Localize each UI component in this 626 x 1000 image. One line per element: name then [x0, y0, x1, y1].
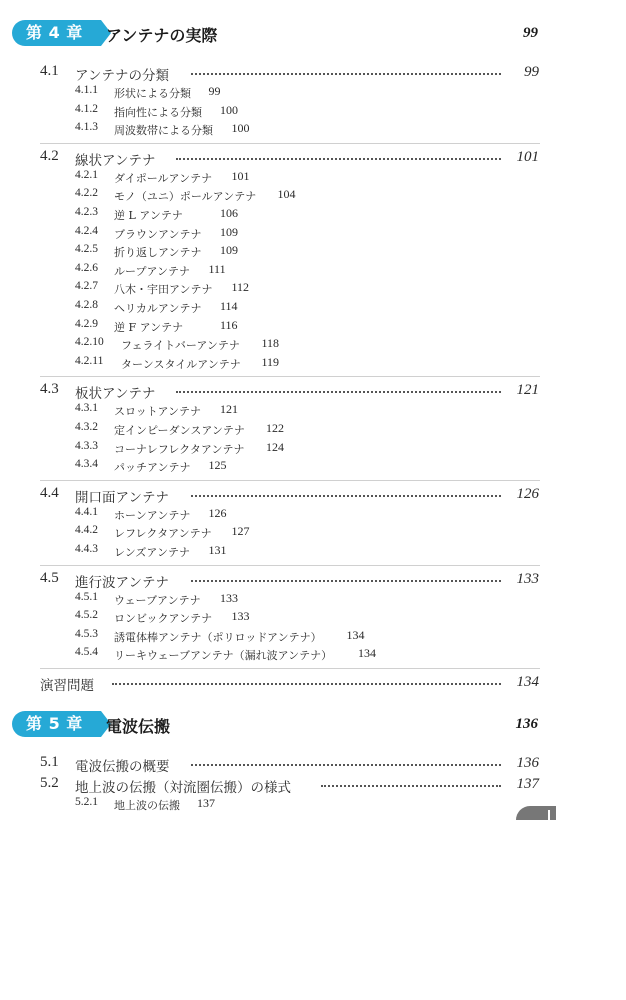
subsection-number: 4.3.3: [75, 439, 98, 452]
section-number: 4.2: [40, 147, 59, 164]
leader-dots: [176, 158, 501, 160]
subsection-number: 4.2.4: [75, 224, 98, 237]
subsection-page: 127: [231, 524, 250, 539]
section-title: 地上波の伝搬（対流圏伝搬）の様式: [75, 780, 291, 796]
subsection-title: レフレクタアンテナ: [114, 527, 212, 541]
section-page: 134: [516, 674, 539, 690]
subsection-page: 125: [208, 458, 227, 473]
subsection-title: 形状による分類: [114, 87, 191, 100]
leader-dots: [191, 764, 502, 766]
chapter-title: アンテナの実際: [106, 26, 218, 45]
subsection-page: 114: [220, 299, 238, 313]
subsection-title: パッチアンテナ: [114, 461, 191, 475]
subsection-page: 100: [231, 121, 250, 136]
chapter-page: 136: [515, 716, 538, 732]
subsection-page: 137: [197, 796, 215, 810]
section-page: 126: [516, 485, 539, 502]
subsection-page: 99: [208, 84, 221, 98]
subsection-page: 121: [220, 402, 238, 417]
subsection-number: 4.3.4: [75, 458, 98, 471]
subsection-number: 4.2.2: [75, 187, 98, 200]
subsection-page: 122: [266, 421, 284, 435]
section-title: 板状アンテナ: [75, 386, 156, 403]
section-title: 演習問題: [40, 678, 94, 694]
subsection-number: 4.2.5: [75, 243, 98, 256]
subsection-title: ホーンアンテナ: [114, 508, 191, 522]
subsection-title: モノ（ユニ）ポールアンテナ: [114, 190, 257, 204]
chapter-title: 電波伝搬: [106, 717, 171, 736]
leader-dots: [191, 495, 502, 497]
subsection-number: 4.5.2: [75, 609, 98, 622]
section-title: 進行波アンテナ: [75, 574, 169, 591]
subsection-page: 104: [277, 187, 296, 202]
section-separator: [40, 480, 540, 481]
subsection-number: 4.2.11: [75, 354, 104, 367]
subsection-page: 118: [261, 336, 280, 351]
subsection-title: レンズアンテナ: [114, 546, 190, 559]
section-title: 線状アンテナ: [75, 152, 156, 169]
subsection-title: 指向性による分類: [114, 105, 202, 119]
subsection-page: 109: [220, 224, 238, 239]
subsection-number: 4.4.2: [75, 524, 98, 537]
leader-dots: [191, 73, 502, 75]
subsection-number: 4.2.7: [75, 280, 98, 293]
section-separator: [40, 565, 540, 566]
subsection-number: 4.2.1: [75, 168, 98, 181]
section-page: 101: [516, 148, 539, 165]
section-page: 137: [516, 776, 539, 792]
subsection-title: ブラウンアンテナ: [114, 227, 202, 241]
subsection-number: 4.1.2: [75, 102, 98, 115]
subsection-title: ダイポールアンテナ: [114, 171, 213, 185]
subsection-title: 八木・宇田アンテナ: [114, 283, 213, 297]
leader-dots: [176, 391, 501, 393]
subsection-title: 逆 F アンテナ: [114, 320, 184, 334]
subsection-number: 4.5.1: [75, 590, 98, 603]
section-separator: [40, 376, 540, 377]
subsection-page: 106: [220, 206, 238, 220]
subsection-number: 4.2.10: [75, 336, 104, 349]
subsection-number: 4.5.4: [75, 646, 98, 659]
subsection-number: 4.5.3: [75, 627, 98, 640]
chapter-page: 99: [523, 25, 538, 41]
subsection-number: 4.2.9: [75, 317, 98, 330]
section-number: 4.3: [40, 381, 59, 398]
subsection-number: 4.2.6: [75, 261, 98, 274]
subsection-page: 124: [266, 439, 284, 454]
section-page: 136: [516, 755, 539, 771]
subsection-title: リーキウェーブアンテナ（漏れ波アンテナ）: [114, 649, 333, 663]
subsection-page: 131: [208, 543, 227, 557]
subsection-title: 地上波の伝搬: [114, 799, 180, 812]
chapter-badge: 第 5 章: [12, 711, 101, 737]
leader-dots: [112, 683, 501, 685]
subsection-title: ヘリカルアンテナ: [114, 302, 202, 315]
subsection-title: フェライトバーアンテナ: [121, 339, 240, 353]
section-number: 5.2: [40, 775, 59, 791]
subsection-title: 折り返しアンテナ: [114, 246, 202, 260]
section-number: 4.1: [40, 63, 59, 79]
subsection-title: ターンスタイルアンテナ: [121, 357, 241, 371]
subsection-page: 101: [231, 168, 250, 183]
subsection-title: コーナレフレクタアンテナ: [114, 442, 245, 456]
section-number: 5.1: [40, 754, 59, 770]
subsection-number: 4.1.1: [75, 84, 98, 96]
section-page: 121: [516, 382, 539, 399]
subsection-title: ロンビックアンテナ: [114, 612, 213, 626]
subsection-number: 4.1.3: [75, 121, 98, 134]
section-page: 133: [516, 570, 539, 587]
subsection-page: 109: [220, 243, 238, 258]
subsection-page: 116: [220, 317, 238, 332]
chapter-badge: 第 4 章: [12, 20, 101, 46]
subsection-number: 4.3.2: [75, 421, 98, 433]
subsection-number: 4.2.8: [75, 299, 98, 311]
subsection-number: 5.2.1: [75, 796, 98, 808]
page-edge-tab: [516, 806, 556, 820]
subsection-page: 112: [231, 280, 250, 295]
subsection-number: 4.4.1: [75, 505, 98, 518]
subsection-number: 4.4.3: [75, 543, 98, 555]
subsection-number: 4.3.1: [75, 402, 98, 415]
subsection-title: 逆 L アンテナ: [114, 209, 183, 222]
section-title: 開口面アンテナ: [75, 489, 169, 506]
subsection-title: スロットアンテナ: [114, 405, 202, 419]
subsection-page: 134: [346, 627, 365, 642]
section-number: 4.4: [40, 484, 59, 501]
subsection-page: 126: [208, 505, 227, 520]
section-number: 4.5: [40, 569, 59, 586]
subsection-page: 133: [220, 590, 238, 605]
leader-dots: [191, 580, 502, 582]
subsection-title: 誘電体棒アンテナ（ポリロッドアンテナ）: [114, 630, 322, 644]
subsection-title: ループアンテナ: [114, 264, 191, 278]
section-title: 電波伝搬の概要: [75, 759, 170, 775]
subsection-page: 100: [220, 102, 238, 117]
subsection-title: 定インピーダンスアンテナ: [114, 424, 245, 437]
leader-dots: [321, 785, 501, 787]
section-separator: [40, 143, 540, 144]
subsection-title: 周波数帯による分類: [114, 124, 213, 138]
subsection-page: 119: [261, 354, 280, 369]
subsection-title: ウェーブアンテナ: [114, 593, 201, 607]
subsection-page: 134: [358, 646, 376, 661]
section-page: 99: [524, 64, 539, 80]
subsection-number: 4.2.3: [75, 206, 98, 218]
section-title: アンテナの分類: [75, 68, 169, 84]
subsection-page: 133: [231, 609, 250, 624]
section-separator: [40, 668, 540, 669]
subsection-page: 111: [208, 261, 226, 276]
